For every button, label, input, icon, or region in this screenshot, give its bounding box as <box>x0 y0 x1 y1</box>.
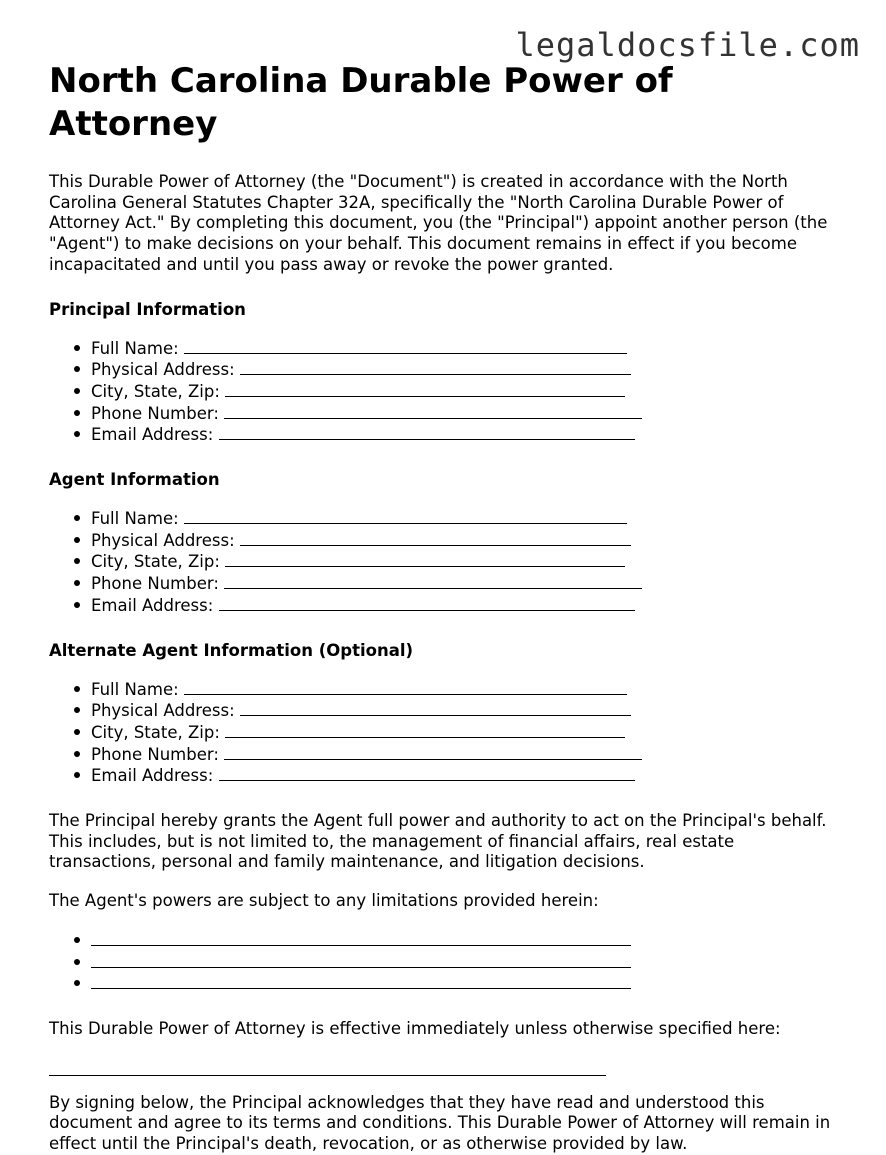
field-label: City, State, Zip: <box>91 552 220 572</box>
blank-line[interactable] <box>219 765 635 781</box>
blank-line[interactable] <box>91 973 631 989</box>
list-item <box>91 508 849 530</box>
list-item <box>91 700 849 722</box>
section-heading-agent: Agent Information <box>49 470 220 490</box>
list-item <box>91 573 849 595</box>
list-item <box>91 973 849 995</box>
blank-line[interactable] <box>224 573 642 589</box>
blank-line[interactable] <box>184 338 627 354</box>
field-label: Phone Number: <box>91 574 219 594</box>
list-item <box>91 381 849 403</box>
field-label: Full Name: <box>91 509 179 529</box>
blank-line[interactable] <box>225 551 625 567</box>
field-label: Physical Address: <box>91 701 235 721</box>
document-title: North Carolina Durable Power of Attorney <box>49 61 673 144</box>
field-label: Phone Number: <box>91 744 219 764</box>
limitations-paragraph: The Agent's powers are subject to any limitations provided herein: <box>49 891 599 911</box>
section-heading-principal: Principal Information <box>49 299 246 319</box>
field-label: Email Address: <box>91 766 214 786</box>
field-label: Email Address: <box>91 425 214 445</box>
list-item <box>91 952 849 974</box>
list-item <box>91 744 849 766</box>
document-page <box>49 60 849 1155</box>
field-label: Physical Address: <box>91 360 235 380</box>
list-item <box>91 595 849 617</box>
limitations-list <box>49 930 849 995</box>
blank-line[interactable] <box>91 952 631 968</box>
field-label: Full Name: <box>91 679 179 699</box>
field-label: Physical Address: <box>91 530 235 550</box>
principal-fields-list <box>49 338 849 447</box>
section-heading-alternate-agent: Alternate Agent Information (Optional) <box>49 640 414 660</box>
list-item <box>91 424 849 446</box>
list-item <box>91 530 849 552</box>
list-item <box>91 338 849 360</box>
blank-line[interactable] <box>240 359 631 375</box>
blank-line[interactable] <box>219 424 635 440</box>
effective-date-blank-line[interactable] <box>49 1074 606 1076</box>
field-label: City, State, Zip: <box>91 381 220 401</box>
blank-line[interactable] <box>225 722 625 738</box>
list-item <box>91 765 849 787</box>
list-item <box>91 359 849 381</box>
effective-paragraph: This Durable Power of Attorney is effective immediately unless otherwise specified here: <box>49 1018 781 1038</box>
grant-paragraph: The Principal hereby grants the Agent full power and authority to act on the Principal's behalf. This includes, but is not limited to, the management of financial affairs, real estate transactions, personal and family maintenance, and litigation decisions. <box>49 811 827 872</box>
list-item <box>91 930 849 952</box>
blank-line[interactable] <box>225 381 625 397</box>
blank-line[interactable] <box>224 744 642 760</box>
field-label: City, State, Zip: <box>91 722 220 742</box>
list-item <box>91 551 849 573</box>
field-label: Phone Number: <box>91 403 219 423</box>
field-label: Email Address: <box>91 595 214 615</box>
list-item <box>91 722 849 744</box>
field-label: Full Name: <box>91 338 179 358</box>
blank-line[interactable] <box>224 403 642 419</box>
blank-line[interactable] <box>219 595 635 611</box>
watermark: legaldocsfile.com <box>515 26 860 64</box>
blank-line[interactable] <box>184 679 627 695</box>
blank-line[interactable] <box>184 508 627 524</box>
intro-paragraph: This Durable Power of Attorney (the "Document") is created in accordance with the North Carolina General Statutes Chapter 32A, specifically the "North Carolina Durable Power of Attorney Act." By completing this document, you (the "Principal") appoint another person (the "Agent") to make decisions on your behalf. This document remains in effect if you become incapacitated and until you pass away or revoke the power granted. <box>49 172 828 274</box>
alternate-agent-fields-list <box>49 679 849 788</box>
list-item <box>91 679 849 701</box>
list-item <box>91 403 849 425</box>
blank-line[interactable] <box>240 530 631 546</box>
closing-paragraph: By signing below, the Principal acknowledges that they have read and understood this document and agree to its terms and conditions. This Durable Power of Attorney will remain in effect until the Principal's death, revocation, or as otherwise provided by law. <box>49 1092 831 1154</box>
blank-line[interactable] <box>91 930 631 946</box>
agent-fields-list <box>49 508 849 617</box>
blank-line[interactable] <box>240 700 631 716</box>
